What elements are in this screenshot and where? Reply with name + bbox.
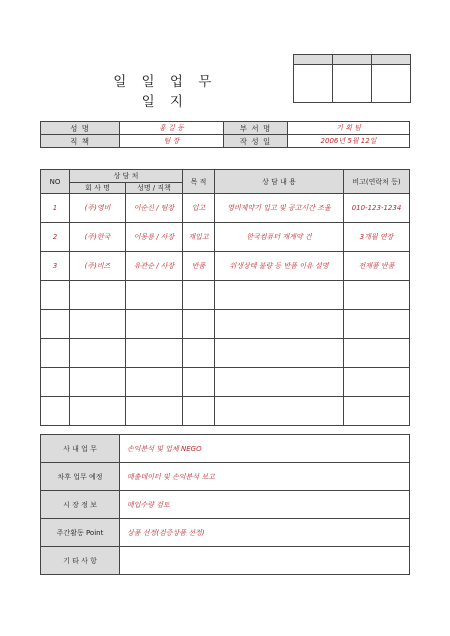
summary-value[interactable]: 손익분석 및 업체 NEGO	[120, 435, 410, 463]
cell-note[interactable]	[344, 310, 410, 339]
cell-company[interactable]	[70, 339, 126, 368]
cell-note[interactable]	[344, 397, 410, 426]
summary-row	[41, 463, 410, 491]
cell-purpose[interactable]	[183, 310, 215, 339]
cell-purpose[interactable]	[183, 368, 215, 397]
cell-person[interactable]: 이몽룡 / 사장	[126, 223, 183, 252]
note-header: 비고(연락처 등)	[344, 170, 410, 194]
summary-row	[41, 547, 410, 575]
cell-purpose[interactable]	[183, 397, 215, 426]
cell-note[interactable]: 010-123-1234	[344, 194, 410, 223]
cell-note[interactable]	[344, 339, 410, 368]
cell-note[interactable]: 전제품 반품	[344, 252, 410, 281]
summary-row	[41, 435, 410, 463]
cell-no[interactable]: 2	[41, 223, 70, 252]
cell-no[interactable]: 3	[41, 252, 70, 281]
summary-rows	[41, 435, 410, 575]
company-header: 회 사 명	[70, 183, 126, 194]
cell-person[interactable]	[126, 397, 183, 426]
cell-person[interactable]	[126, 368, 183, 397]
purpose-header: 목 적	[183, 170, 215, 194]
table-row	[41, 281, 410, 310]
position-value[interactable]: 팀 장	[120, 135, 224, 148]
content-header: 상 담 내 용	[215, 170, 344, 194]
date-label: 작 성 일	[224, 135, 288, 148]
info-table	[40, 121, 410, 148]
cell-purpose[interactable]: 재입고	[183, 223, 215, 252]
cell-company[interactable]: (주)영비	[70, 194, 126, 223]
summary-row	[41, 491, 410, 519]
cell-person[interactable]: 유관순 / 사장	[126, 252, 183, 281]
cell-content[interactable]: 한국컴퓨터 재계약 건	[215, 223, 344, 252]
consultation-table	[40, 169, 410, 426]
position-label: 직 책	[41, 135, 120, 148]
table-row	[41, 368, 410, 397]
cell-purpose[interactable]: 반품	[183, 252, 215, 281]
cell-company[interactable]: (주)한국	[70, 223, 126, 252]
table-row	[41, 339, 410, 368]
table-row	[41, 223, 410, 252]
no-header: NO	[41, 170, 70, 194]
cell-purpose[interactable]	[183, 339, 215, 368]
cell-content[interactable]: 위생상태 불량 등 반품 이유 설명	[215, 252, 344, 281]
name-value[interactable]: 홍 길 동	[120, 122, 224, 135]
summary-value[interactable]: 매출데이터 및 손익분석 보고	[120, 463, 410, 491]
dept-value[interactable]: 기 획 팀	[288, 122, 410, 135]
person-header: 성명 / 직책	[126, 183, 183, 194]
cell-no[interactable]	[41, 397, 70, 426]
cell-no[interactable]	[41, 281, 70, 310]
table-row	[41, 310, 410, 339]
cell-no[interactable]	[41, 310, 70, 339]
cell-company[interactable]: (주)비즈	[70, 252, 126, 281]
cell-note[interactable]	[344, 368, 410, 397]
dept-label: 부 서 명	[224, 122, 288, 135]
summary-label: 기 타 사 항	[41, 547, 120, 575]
cell-person[interactable]	[126, 339, 183, 368]
cell-company[interactable]	[70, 397, 126, 426]
summary-label: 차후 업무 예정	[41, 463, 120, 491]
table-row	[41, 397, 410, 426]
summary-label: 시 장 정 보	[41, 491, 120, 519]
approval-header-cell	[333, 55, 372, 65]
summary-value[interactable]: 상품 선정(검증상품 선정)	[120, 519, 410, 547]
cell-purpose[interactable]: 입고	[183, 194, 215, 223]
approval-header-cell	[372, 55, 411, 65]
approval-sign-cell[interactable]	[372, 65, 411, 103]
approval-sign-cell[interactable]	[294, 65, 333, 103]
cell-company[interactable]	[70, 281, 126, 310]
cell-person[interactable]	[126, 310, 183, 339]
cell-note[interactable]: 3개월 연장	[344, 223, 410, 252]
cell-content[interactable]	[215, 368, 344, 397]
cell-content[interactable]	[215, 310, 344, 339]
table-row	[41, 252, 410, 281]
cell-company[interactable]	[70, 368, 126, 397]
name-label: 성 명	[41, 122, 120, 135]
cell-no[interactable]	[41, 339, 70, 368]
cell-no[interactable]: 1	[41, 194, 70, 223]
consult-header: 상 담 처	[70, 170, 183, 183]
cell-content[interactable]: 영비제약기 입고 및 공고시간 조율	[215, 194, 344, 223]
summary-label: 주간활동 Point	[41, 519, 120, 547]
date-value[interactable]: 2006년 5월 12일	[288, 135, 410, 148]
summary-table	[40, 434, 410, 575]
consultation-rows	[41, 194, 410, 426]
approval-sign-cell[interactable]	[333, 65, 372, 103]
summary-row	[41, 519, 410, 547]
cell-person[interactable]: 이순신 / 팀장	[126, 194, 183, 223]
cell-no[interactable]	[41, 368, 70, 397]
approval-header-cell	[294, 55, 333, 65]
table-row	[41, 194, 410, 223]
cell-note[interactable]	[344, 281, 410, 310]
summary-value[interactable]	[120, 547, 410, 575]
cell-purpose[interactable]	[183, 281, 215, 310]
cell-person[interactable]	[126, 281, 183, 310]
cell-content[interactable]	[215, 281, 344, 310]
summary-label: 사 내 업 무	[41, 435, 120, 463]
summary-value[interactable]: 매입수량 검토	[120, 491, 410, 519]
cell-content[interactable]	[215, 339, 344, 368]
approval-box	[293, 54, 411, 103]
page-title: 일 일 업 무 일 지	[113, 74, 217, 110]
cell-company[interactable]	[70, 310, 126, 339]
cell-content[interactable]	[215, 397, 344, 426]
